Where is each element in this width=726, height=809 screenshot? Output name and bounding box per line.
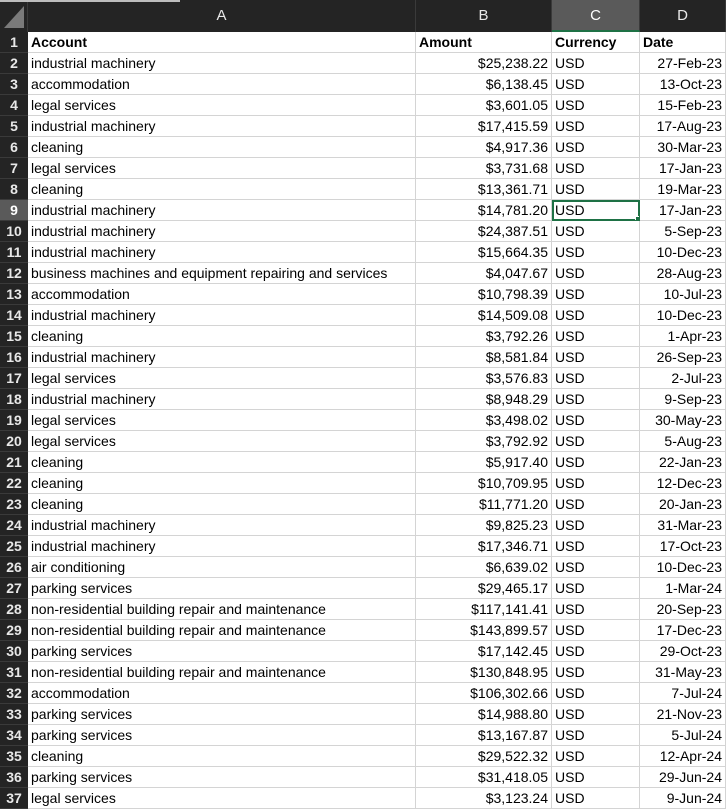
date-cell[interactable]: 1-Mar-24 bbox=[640, 578, 726, 599]
table-row bbox=[0, 74, 726, 95]
table-row bbox=[0, 95, 726, 116]
account-cell[interactable]: industrial machinery bbox=[28, 200, 416, 221]
date-cell[interactable]: 31-Mar-23 bbox=[640, 515, 726, 536]
currency-cell[interactable]: USD bbox=[552, 725, 640, 746]
row-header[interactable]: 10 bbox=[0, 221, 28, 242]
amount-cell[interactable]: $10,709.95 bbox=[416, 473, 552, 494]
currency-cell[interactable]: USD bbox=[552, 53, 640, 74]
table-row bbox=[0, 473, 726, 494]
select-all-triangle-icon bbox=[4, 6, 24, 28]
date-cell[interactable]: 5-Sep-23 bbox=[640, 221, 726, 242]
column-header-b[interactable]: B bbox=[416, 0, 552, 32]
date-cell[interactable]: 17-Jan-23 bbox=[640, 158, 726, 179]
date-cell[interactable]: 9-Sep-23 bbox=[640, 389, 726, 410]
amount-cell[interactable]: $14,988.80 bbox=[416, 704, 552, 725]
account-cell[interactable]: industrial machinery bbox=[28, 116, 416, 137]
date-cell[interactable]: 2-Jul-23 bbox=[640, 368, 726, 389]
date-cell[interactable]: 20-Jan-23 bbox=[640, 494, 726, 515]
account-cell[interactable]: industrial machinery bbox=[28, 242, 416, 263]
row-header[interactable]: 31 bbox=[0, 662, 28, 683]
table-row bbox=[0, 683, 726, 704]
currency-cell[interactable]: USD bbox=[552, 557, 640, 578]
row-header[interactable]: 16 bbox=[0, 347, 28, 368]
account-cell[interactable]: industrial machinery bbox=[28, 305, 416, 326]
currency-cell[interactable]: USD bbox=[552, 116, 640, 137]
row-header[interactable]: 33 bbox=[0, 704, 28, 725]
date-cell[interactable]: 5-Jul-24 bbox=[640, 725, 726, 746]
row-header[interactable]: 14 bbox=[0, 305, 28, 326]
currency-cell[interactable]: USD bbox=[552, 242, 640, 263]
account-cell[interactable]: parking services bbox=[28, 725, 416, 746]
row-header[interactable]: 3 bbox=[0, 74, 28, 95]
table-row bbox=[0, 347, 726, 368]
row-header[interactable]: 5 bbox=[0, 116, 28, 137]
column-header-bar bbox=[0, 0, 726, 32]
account-cell[interactable]: accommodation bbox=[28, 284, 416, 305]
table-row bbox=[0, 116, 726, 137]
row-header[interactable]: 23 bbox=[0, 494, 28, 515]
account-cell[interactable]: accommodation bbox=[28, 683, 416, 704]
currency-cell[interactable]: USD bbox=[552, 704, 640, 725]
currency-cell[interactable]: USD bbox=[552, 767, 640, 788]
amount-cell[interactable]: $14,781.20 bbox=[416, 200, 552, 221]
amount-cell[interactable]: $24,387.51 bbox=[416, 221, 552, 242]
amount-cell[interactable]: $11,771.20 bbox=[416, 494, 552, 515]
account-cell[interactable]: cleaning bbox=[28, 452, 416, 473]
currency-cell[interactable]: USD bbox=[552, 683, 640, 704]
currency-cell[interactable]: USD bbox=[552, 620, 640, 641]
table-row bbox=[0, 158, 726, 179]
currency-cell[interactable]: USD bbox=[552, 326, 640, 347]
account-cell[interactable]: legal services bbox=[28, 368, 416, 389]
row-header[interactable]: 4 bbox=[0, 95, 28, 116]
amount-cell[interactable]: $29,465.17 bbox=[416, 578, 552, 599]
amount-cell[interactable]: $15,664.35 bbox=[416, 242, 552, 263]
cell[interactable]: Amount bbox=[416, 32, 552, 53]
currency-cell[interactable]: USD bbox=[552, 515, 640, 536]
date-cell[interactable]: 10-Jul-23 bbox=[640, 284, 726, 305]
currency-cell[interactable]: USD bbox=[552, 389, 640, 410]
currency-cell[interactable]: USD bbox=[552, 284, 640, 305]
table-row bbox=[0, 641, 726, 662]
amount-cell[interactable]: $5,917.40 bbox=[416, 452, 552, 473]
amount-cell[interactable]: $13,361.71 bbox=[416, 179, 552, 200]
select-all-button[interactable] bbox=[0, 0, 28, 32]
table-row bbox=[0, 536, 726, 557]
row-header[interactable]: 18 bbox=[0, 389, 28, 410]
currency-cell[interactable]: USD bbox=[552, 662, 640, 683]
table-header-row bbox=[0, 32, 726, 53]
amount-cell[interactable]: $8,948.29 bbox=[416, 389, 552, 410]
row-header[interactable]: 37 bbox=[0, 788, 28, 809]
currency-cell[interactable]: USD bbox=[552, 599, 640, 620]
account-cell[interactable]: parking services bbox=[28, 704, 416, 725]
table-row bbox=[0, 557, 726, 578]
row-header[interactable]: 6 bbox=[0, 137, 28, 158]
date-cell[interactable]: 31-May-23 bbox=[640, 662, 726, 683]
amount-cell[interactable]: $10,798.39 bbox=[416, 284, 552, 305]
account-cell[interactable]: industrial machinery bbox=[28, 53, 416, 74]
amount-cell[interactable]: $117,141.41 bbox=[416, 599, 552, 620]
date-cell[interactable]: 15-Feb-23 bbox=[640, 95, 726, 116]
amount-cell[interactable]: $9,825.23 bbox=[416, 515, 552, 536]
row-header[interactable]: 28 bbox=[0, 599, 28, 620]
table-row bbox=[0, 137, 726, 158]
account-cell[interactable]: cleaning bbox=[28, 746, 416, 767]
row-header[interactable]: 36 bbox=[0, 767, 28, 788]
row-header[interactable]: 11 bbox=[0, 242, 28, 263]
amount-cell[interactable]: $31,418.05 bbox=[416, 767, 552, 788]
row-header[interactable]: 9 bbox=[0, 200, 28, 221]
amount-cell[interactable]: $130,848.95 bbox=[416, 662, 552, 683]
currency-cell[interactable]: USD bbox=[552, 788, 640, 809]
account-cell[interactable]: cleaning bbox=[28, 326, 416, 347]
account-cell[interactable]: legal services bbox=[28, 788, 416, 809]
table-row bbox=[0, 263, 726, 284]
currency-cell[interactable]: USD bbox=[552, 74, 640, 95]
row-header[interactable]: 15 bbox=[0, 326, 28, 347]
table-row bbox=[0, 431, 726, 452]
table-row bbox=[0, 368, 726, 389]
currency-cell[interactable]: USD bbox=[552, 137, 640, 158]
account-cell[interactable]: legal services bbox=[28, 95, 416, 116]
table-row bbox=[0, 53, 726, 74]
table-row bbox=[0, 704, 726, 725]
date-cell[interactable]: 5-Aug-23 bbox=[640, 431, 726, 452]
row-header[interactable]: 34 bbox=[0, 725, 28, 746]
amount-cell[interactable]: $3,123.24 bbox=[416, 788, 552, 809]
amount-cell[interactable]: $3,576.83 bbox=[416, 368, 552, 389]
date-cell[interactable]: 17-Aug-23 bbox=[640, 116, 726, 137]
date-cell[interactable]: 1-Apr-23 bbox=[640, 326, 726, 347]
row-header[interactable]: 32 bbox=[0, 683, 28, 704]
date-cell[interactable]: 12-Apr-24 bbox=[640, 746, 726, 767]
date-cell[interactable]: 9-Jun-24 bbox=[640, 788, 726, 809]
date-cell[interactable]: 10-Dec-23 bbox=[640, 305, 726, 326]
table-row bbox=[0, 179, 726, 200]
account-cell[interactable]: legal services bbox=[28, 158, 416, 179]
currency-cell[interactable]: USD bbox=[552, 263, 640, 284]
table-row bbox=[0, 452, 726, 473]
currency-cell[interactable]: USD bbox=[552, 305, 640, 326]
date-cell[interactable]: 21-Nov-23 bbox=[640, 704, 726, 725]
date-cell[interactable]: 20-Sep-23 bbox=[640, 599, 726, 620]
table-row bbox=[0, 200, 726, 221]
table-row bbox=[0, 326, 726, 347]
account-cell[interactable]: parking services bbox=[28, 578, 416, 599]
account-cell[interactable]: industrial machinery bbox=[28, 536, 416, 557]
table-row bbox=[0, 767, 726, 788]
amount-cell[interactable]: $6,639.02 bbox=[416, 557, 552, 578]
date-cell[interactable]: 17-Oct-23 bbox=[640, 536, 726, 557]
cell[interactable]: Account bbox=[28, 32, 416, 53]
account-cell[interactable]: parking services bbox=[28, 641, 416, 662]
account-cell[interactable]: cleaning bbox=[28, 494, 416, 515]
table-row bbox=[0, 284, 726, 305]
account-cell[interactable]: business machines and equipment repairing and services bbox=[28, 263, 416, 284]
currency-cell[interactable]: USD bbox=[552, 347, 640, 368]
amount-cell[interactable]: $3,792.26 bbox=[416, 326, 552, 347]
column-header-c[interactable]: C bbox=[552, 0, 640, 32]
currency-cell[interactable]: USD bbox=[552, 536, 640, 557]
currency-cell[interactable]: USD bbox=[552, 746, 640, 767]
date-cell[interactable]: 13-Oct-23 bbox=[640, 74, 726, 95]
row-header[interactable]: 21 bbox=[0, 452, 28, 473]
row-header[interactable]: 13 bbox=[0, 284, 28, 305]
table-row bbox=[0, 221, 726, 242]
row-header[interactable]: 2 bbox=[0, 53, 28, 74]
date-cell[interactable]: 7-Jul-24 bbox=[640, 683, 726, 704]
amount-cell[interactable]: $6,138.45 bbox=[416, 74, 552, 95]
amount-cell[interactable]: $17,415.59 bbox=[416, 116, 552, 137]
account-cell[interactable]: parking services bbox=[28, 767, 416, 788]
column-header-d[interactable]: D bbox=[640, 0, 726, 32]
amount-cell[interactable]: $106,302.66 bbox=[416, 683, 552, 704]
amount-cell[interactable]: $3,601.05 bbox=[416, 95, 552, 116]
currency-cell[interactable]: USD bbox=[552, 410, 640, 431]
currency-cell[interactable]: USD bbox=[552, 431, 640, 452]
account-cell[interactable]: industrial machinery bbox=[28, 347, 416, 368]
row-header[interactable]: 22 bbox=[0, 473, 28, 494]
account-cell[interactable]: non-residential building repair and maintenance bbox=[28, 620, 416, 641]
table-row bbox=[0, 662, 726, 683]
row-header[interactable]: 7 bbox=[0, 158, 28, 179]
date-cell[interactable]: 28-Aug-23 bbox=[640, 263, 726, 284]
column-header-a[interactable]: A bbox=[28, 0, 416, 32]
currency-cell[interactable]: USD bbox=[552, 641, 640, 662]
account-cell[interactable]: non-residential building repair and maintenance bbox=[28, 599, 416, 620]
table-row bbox=[0, 242, 726, 263]
account-cell[interactable]: legal services bbox=[28, 410, 416, 431]
account-cell[interactable]: non-residential building repair and maintenance bbox=[28, 662, 416, 683]
table-row bbox=[0, 389, 726, 410]
date-cell[interactable]: 22-Jan-23 bbox=[640, 452, 726, 473]
account-cell[interactable]: industrial machinery bbox=[28, 221, 416, 242]
currency-cell[interactable]: USD bbox=[552, 578, 640, 599]
amount-cell[interactable]: $3,498.02 bbox=[416, 410, 552, 431]
date-cell[interactable]: 10-Dec-23 bbox=[640, 242, 726, 263]
account-cell[interactable]: cleaning bbox=[28, 179, 416, 200]
cell[interactable]: Date bbox=[640, 32, 726, 53]
currency-cell[interactable]: USD bbox=[552, 452, 640, 473]
row-header[interactable]: 12 bbox=[0, 263, 28, 284]
table-row bbox=[0, 725, 726, 746]
currency-cell[interactable]: USD bbox=[552, 158, 640, 179]
row-header[interactable]: 25 bbox=[0, 536, 28, 557]
date-cell[interactable]: 10-Dec-23 bbox=[640, 557, 726, 578]
date-cell[interactable]: 30-Mar-23 bbox=[640, 137, 726, 158]
currency-cell[interactable]: USD bbox=[552, 95, 640, 116]
amount-cell[interactable]: $17,142.45 bbox=[416, 641, 552, 662]
date-cell[interactable]: 12-Dec-23 bbox=[640, 473, 726, 494]
row-header[interactable]: 27 bbox=[0, 578, 28, 599]
table-row bbox=[0, 494, 726, 515]
row-header[interactable]: 8 bbox=[0, 179, 28, 200]
date-cell[interactable]: 26-Sep-23 bbox=[640, 347, 726, 368]
active-cell[interactable]: USD bbox=[552, 200, 640, 221]
row-header[interactable]: 35 bbox=[0, 746, 28, 767]
amount-cell[interactable]: $4,917.36 bbox=[416, 137, 552, 158]
currency-cell[interactable]: USD bbox=[552, 473, 640, 494]
date-cell[interactable]: 29-Jun-24 bbox=[640, 767, 726, 788]
amount-cell[interactable]: $25,238.22 bbox=[416, 53, 552, 74]
amount-cell[interactable]: $3,731.68 bbox=[416, 158, 552, 179]
currency-cell[interactable]: USD bbox=[552, 368, 640, 389]
date-cell[interactable]: 17-Jan-23 bbox=[640, 200, 726, 221]
amount-cell[interactable]: $8,581.84 bbox=[416, 347, 552, 368]
row-header[interactable]: 26 bbox=[0, 557, 28, 578]
date-cell[interactable]: 27-Feb-23 bbox=[640, 53, 726, 74]
table-row bbox=[0, 788, 726, 809]
date-cell[interactable]: 29-Oct-23 bbox=[640, 641, 726, 662]
account-cell[interactable]: accommodation bbox=[28, 74, 416, 95]
row-header[interactable]: 17 bbox=[0, 368, 28, 389]
table-row bbox=[0, 305, 726, 326]
row-header[interactable]: 24 bbox=[0, 515, 28, 536]
amount-cell[interactable]: $143,899.57 bbox=[416, 620, 552, 641]
row-header[interactable]: 19 bbox=[0, 410, 28, 431]
row-header[interactable]: 29 bbox=[0, 620, 28, 641]
table-row bbox=[0, 515, 726, 536]
amount-cell[interactable]: $17,346.71 bbox=[416, 536, 552, 557]
grid-rows bbox=[0, 32, 726, 809]
cell[interactable]: Currency bbox=[552, 32, 640, 53]
date-cell[interactable]: 30-May-23 bbox=[640, 410, 726, 431]
amount-cell[interactable]: $14,509.08 bbox=[416, 305, 552, 326]
currency-cell[interactable]: USD bbox=[552, 494, 640, 515]
date-cell[interactable]: 17-Dec-23 bbox=[640, 620, 726, 641]
row-header[interactable]: 20 bbox=[0, 431, 28, 452]
row-header[interactable]: 1 bbox=[0, 32, 28, 53]
currency-cell[interactable]: USD bbox=[552, 221, 640, 242]
amount-cell[interactable]: $3,792.92 bbox=[416, 431, 552, 452]
table-row bbox=[0, 599, 726, 620]
table-row bbox=[0, 410, 726, 431]
table-row bbox=[0, 578, 726, 599]
amount-cell[interactable]: $4,047.67 bbox=[416, 263, 552, 284]
date-cell[interactable]: 19-Mar-23 bbox=[640, 179, 726, 200]
table-row bbox=[0, 620, 726, 641]
currency-cell[interactable]: USD bbox=[552, 179, 640, 200]
account-cell[interactable]: legal services bbox=[28, 431, 416, 452]
account-cell[interactable]: air conditioning bbox=[28, 557, 416, 578]
amount-cell[interactable]: $29,522.32 bbox=[416, 746, 552, 767]
account-cell[interactable]: industrial machinery bbox=[28, 389, 416, 410]
row-header[interactable]: 30 bbox=[0, 641, 28, 662]
amount-cell[interactable]: $13,167.87 bbox=[416, 725, 552, 746]
table-row bbox=[0, 746, 726, 767]
account-cell[interactable]: cleaning bbox=[28, 473, 416, 494]
account-cell[interactable]: industrial machinery bbox=[28, 515, 416, 536]
account-cell[interactable]: cleaning bbox=[28, 137, 416, 158]
